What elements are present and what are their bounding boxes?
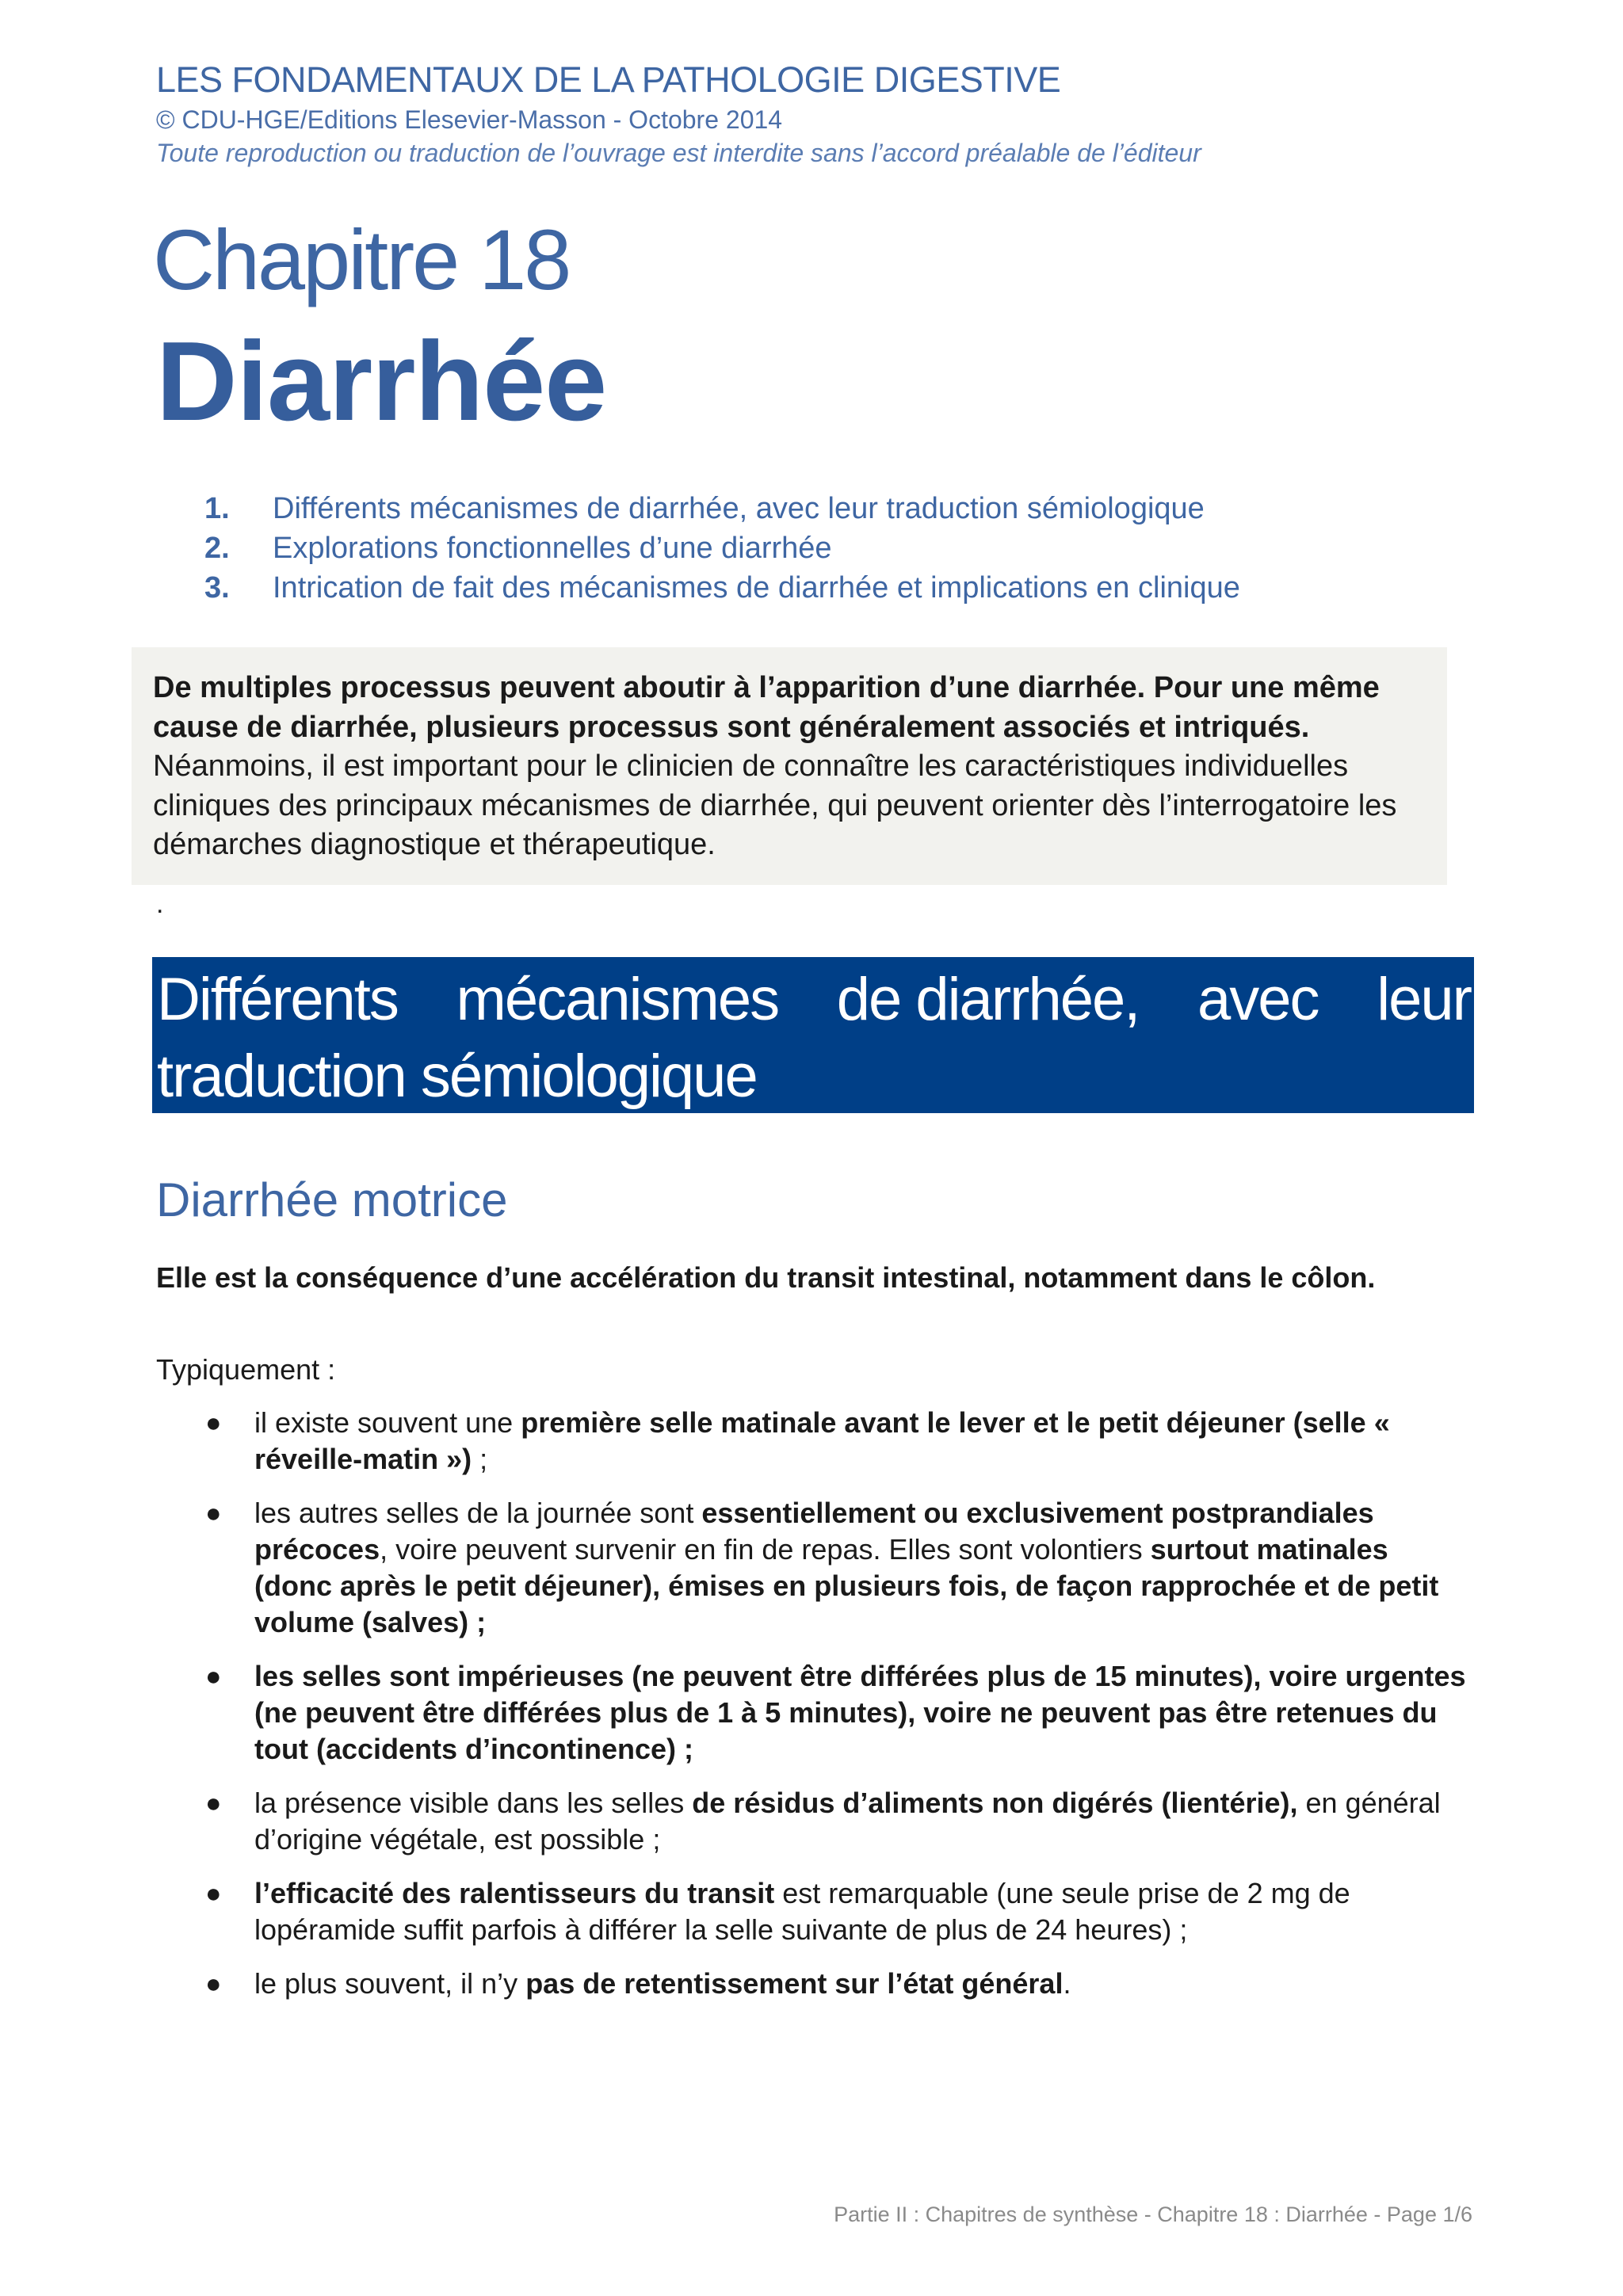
bullet-icon: ● (205, 1661, 222, 1691)
reproduction-notice: Toute reproduction ou traduction de l’ouvrage est interdite sans l’accord préalable de l’éditeur (156, 139, 1201, 167)
subsection-lead: Elle est la conséquence d’une accélération du transit intestinal, notamment dans le côlon. (156, 1261, 1376, 1294)
text-run: ; (472, 1443, 488, 1475)
intro-bold-text: De multiples processus peuvent aboutir à l’apparition d’une diarrhée. Pour une même cause de diarrhée, plusieurs processus sont généralement associés et intriqués. (153, 671, 1380, 744)
section-heading-line-2: traduction sémiologique (157, 1043, 757, 1110)
text-run: les autres selles de la journée sont (254, 1497, 702, 1529)
section-heading-word: de diarrhée, (836, 966, 1140, 1033)
outline-number: 3. (204, 571, 230, 605)
outline-number: 2. (204, 532, 230, 565)
outline-item (204, 568, 1240, 608)
outline-item (204, 489, 1240, 528)
bold-run: première selle matinale avant le lever et le petit déjeuner (selle « réveille-matin ») (254, 1406, 1390, 1475)
bold-run: l’efficacité des ralentisseurs du transit (254, 1877, 775, 1909)
bullet-icon: ● (205, 1408, 222, 1438)
subsection-title: Diarrhée motrice (156, 1173, 508, 1226)
list-item (205, 1966, 1473, 2002)
bold-run: surtout matinales (donc après le petit déjeuner), émises en plusieurs fois, de façon rapprochée et de petit volume (salves) ; (254, 1533, 1439, 1638)
text-run: est remarquable (une seule prise de 2 mg de lopéramide suffit parfois à différer la selle suivante de plus de 24 heures) ; (254, 1877, 1350, 1946)
outline-label: Explorations fonctionnelles d’une diarrhée (273, 532, 832, 565)
symptom-list (205, 1405, 1473, 2019)
section-heading-line-1 (157, 961, 1471, 1038)
list-item (205, 1495, 1473, 1641)
list-item (205, 1875, 1473, 1948)
typically-label: Typiquement : (156, 1353, 336, 1386)
chapter-number: Chapitre 18 (153, 212, 570, 307)
text-run: le plus souvent, il n’y (254, 1967, 526, 2000)
intro-box (132, 647, 1447, 885)
list-item (205, 1658, 1473, 1768)
chapter-title: Diarrhée (156, 318, 607, 444)
bold-run: de résidus d’aliments non digérés (lientérie), (692, 1787, 1298, 1819)
section-heading-word: mécanismes (456, 966, 779, 1033)
bullet-icon: ● (205, 1788, 222, 1818)
outline-label: Intrication de fait des mécanismes de diarrhée et implications en clinique (273, 571, 1240, 605)
section-heading-word: avec (1197, 966, 1319, 1033)
list-item (205, 1785, 1473, 1858)
stray-period: . (156, 889, 164, 919)
bullet-icon: ● (205, 1969, 222, 1999)
section-heading-word: Différents (157, 966, 398, 1033)
outline-number: 1. (204, 492, 230, 525)
page-footer: Partie II : Chapitres de synthèse - Chapitre 18 : Diarrhée - Page 1/6 (834, 2203, 1472, 2226)
bullet-icon: ● (205, 1878, 222, 1909)
section-heading-banner (152, 957, 1474, 1113)
outline-label: Différents mécanismes de diarrhée, avec leur traduction sémiologique (273, 492, 1205, 525)
text-run: , voire peuvent survenir en fin de repas. Elles sont volontiers (380, 1533, 1151, 1566)
text-run: il existe souvent une (254, 1406, 521, 1439)
section-heading-word: leur (1377, 966, 1471, 1033)
book-title: LES FONDAMENTAUX DE LA PATHOLOGIE DIGESTIVE (156, 59, 1061, 100)
text-run: la présence visible dans les selles (254, 1787, 693, 1819)
text-run: en général d’origine végétale, est possible ; (254, 1787, 1441, 1855)
bullet-icon: ● (205, 1498, 222, 1528)
list-item (205, 1405, 1473, 1478)
copyright-line: © CDU-HGE/Editions Elesevier-Masson - Octobre 2014 (156, 105, 783, 134)
bold-run: pas de retentissement sur l’état général (525, 1967, 1064, 2000)
intro-text: Néanmoins, il est important pour le clinicien de connaître les caractéristiques individuelles cliniques des principaux mécanismes de diarrhée, qui peuvent orienter dès l’interrogatoire les démarches diagnostique et thérapeutique. (153, 749, 1397, 861)
text-run: . (1063, 1967, 1071, 2000)
outline-item (204, 528, 1240, 568)
bold-run: essentiellement ou exclusivement postprandiales précoces (254, 1497, 1374, 1566)
chapter-outline (204, 489, 1240, 608)
bold-run: les selles sont impérieuses (ne peuvent être différées plus de 15 minutes), voire urgentes (ne peuvent être différées plus de 1 à 5 minutes), voire ne peuvent pas être retenues du tout (accidents d’incontinence) ; (254, 1660, 1466, 1765)
